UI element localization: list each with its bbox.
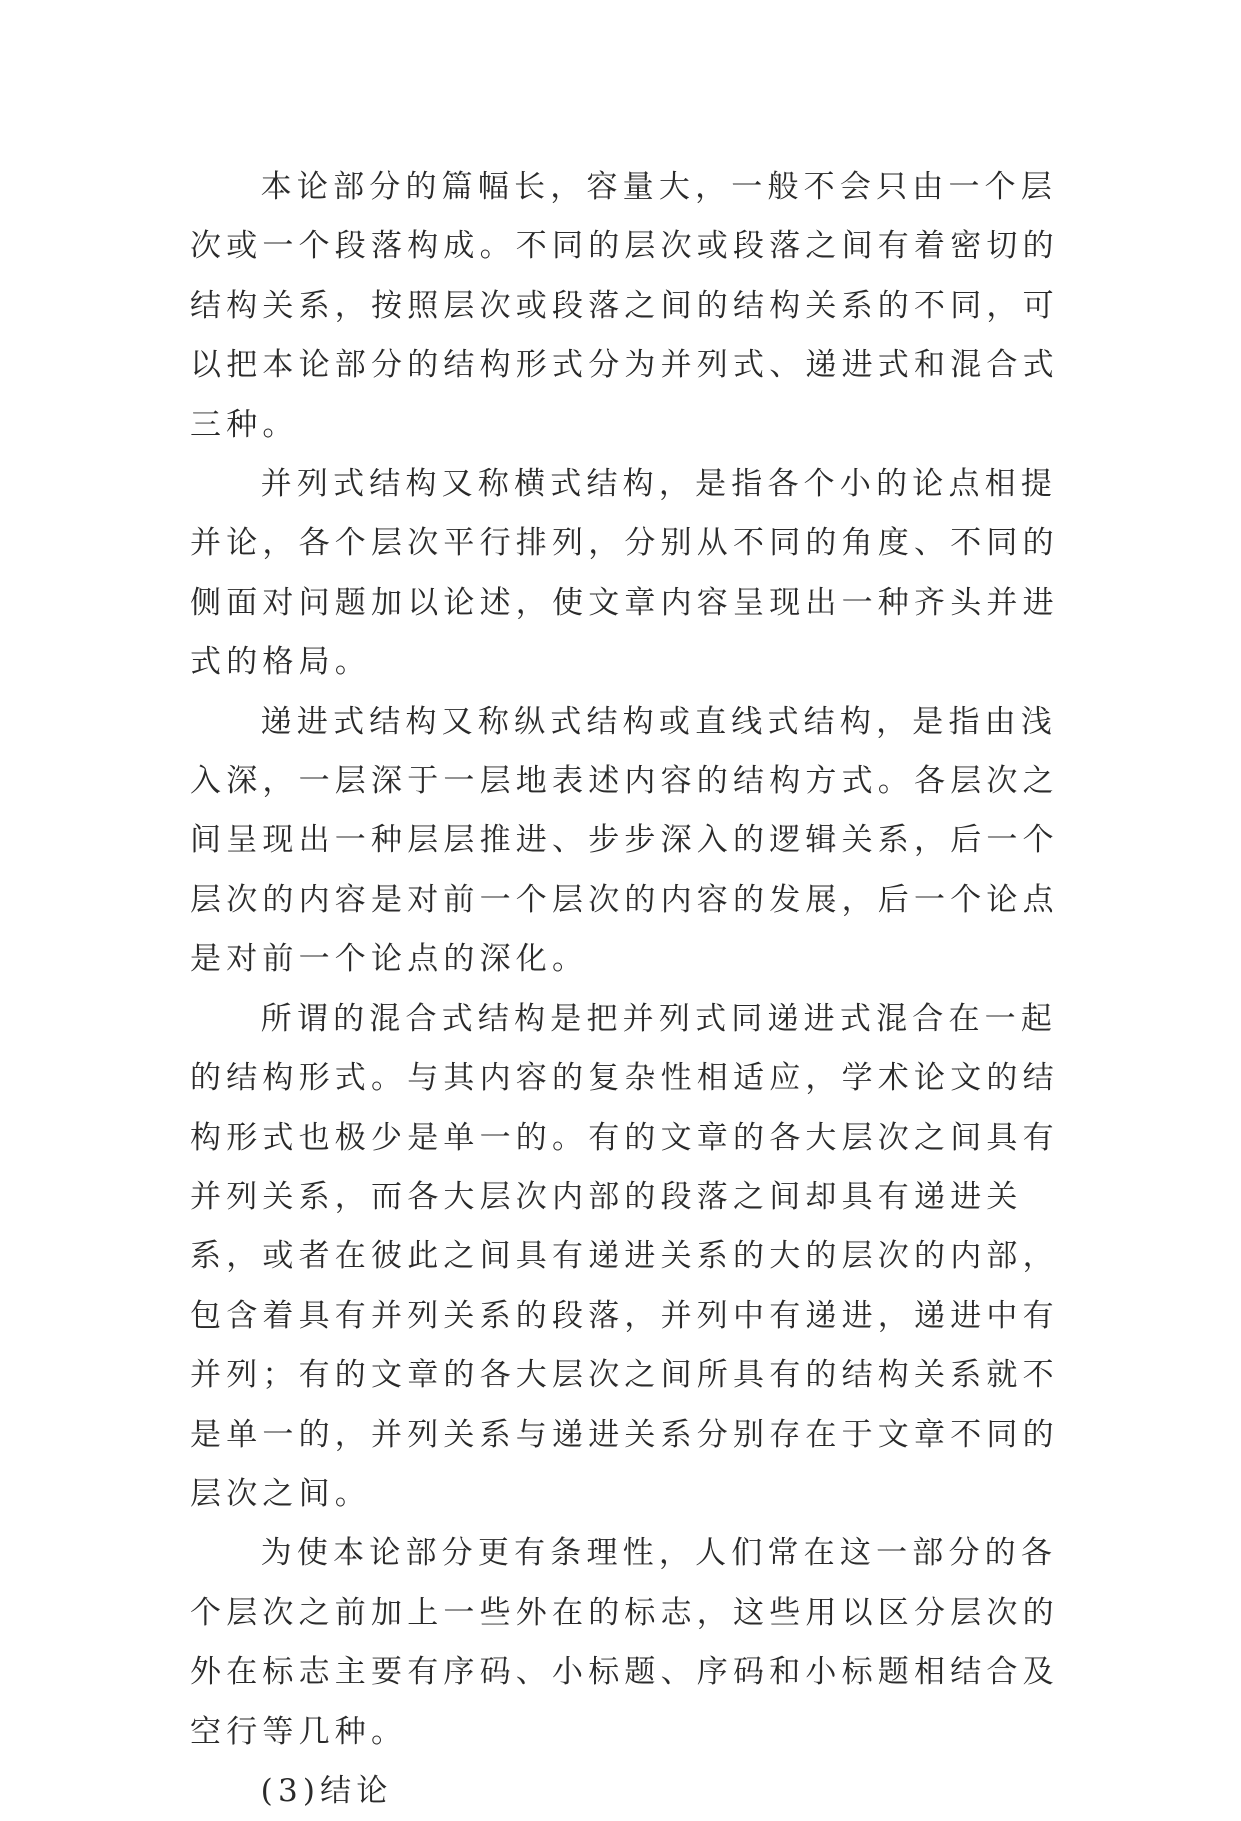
paragraph-progressive-structure: 递进式结构又称纵式结构或直线式结构，是指由浅入深，一层深于一层地表述内容的结构方式。各层次之间呈现出一种层层推进、步步深入的逻辑关系，后一个层次的内容是对前一个层次的内容的发展，后一个论点是对前一个论点的深化。 [190, 703, 1059, 978]
paragraph-section-markers: 为使本论部分更有条理性，人们常在这一部分的各个层次之前加上一些外在的标志，这些用以区分层次的外在标志主要有序码、小标题、序码和小标题相结合及空行等几种。 [190, 1535, 1059, 1750]
section-heading-conclusion: (3)结论 [260, 1772, 393, 1809]
paragraph-parallel-structure: 并列式结构又称横式结构，是指各个小的论点相提并论，各个层次平行排列，分别从不同的角度、不同的侧面对问题加以论述，使文章内容呈现出一种齐头并进式的格局。 [190, 466, 1059, 681]
document-body [190, 158, 1090, 1821]
paragraph-body-structure: 本论部分的篇幅长，容量大，一般不会只由一个层次或一个段落构成。不同的层次或段落之间有着密切的结构关系，按照层次或段落之间的结构关系的不同，可以把本论部分的结构形式分为并列式、递进式和混合式三种。 [190, 169, 1059, 443]
paragraph-mixed-structure: 所谓的混合式结构是把并列式同递进式混合在一起的结构形式。与其内容的复杂性相适应，学术论文的结构形式也极少是单一的。有的文章的各大层次之间具有并列关系，而各大层次内部的段落之间却具有递进关系，或者在彼此之间具有递进关系的大的层次的内部，包含着具有并列关系的段落，并列中有递进，递进中有并列；有的文章的各大层次之间所具有的结构关系就不是单一的，并列关系与递进关系分别存在于文章不同的层次之间。 [190, 1000, 1059, 1512]
